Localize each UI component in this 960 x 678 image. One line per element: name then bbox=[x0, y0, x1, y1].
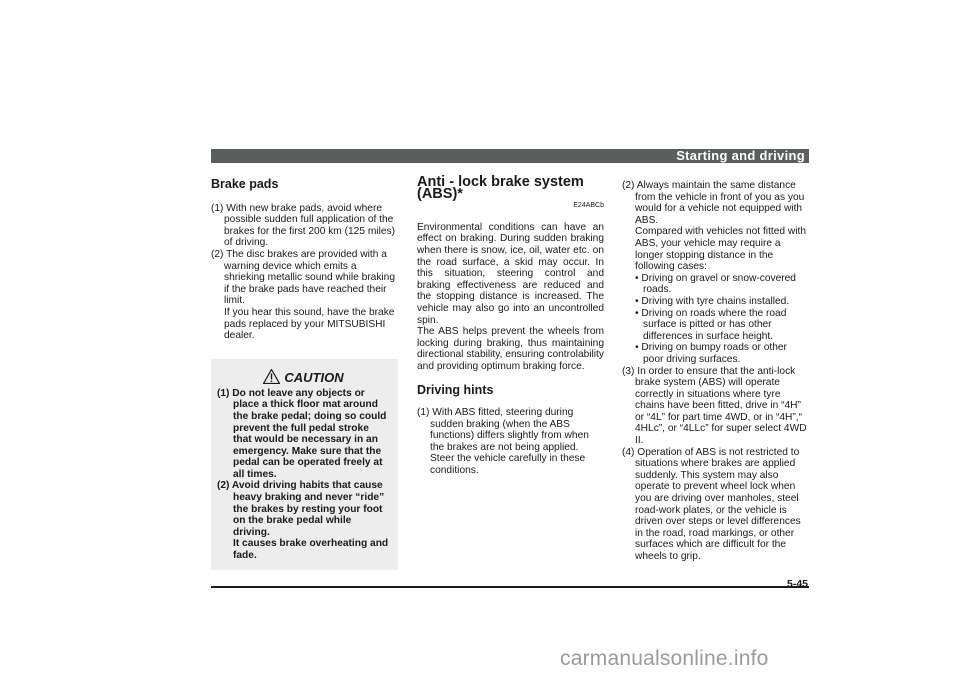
heading-driving-hints: Driving hints bbox=[417, 382, 494, 397]
column-abs bbox=[417, 174, 604, 477]
column-brake-pads bbox=[211, 177, 398, 570]
column-abs-continued bbox=[622, 180, 810, 563]
list-item-continuation: If you hear this sound, have the brake pads replaced by your MITSUBISHI dealer. bbox=[224, 306, 395, 342]
list-item: (1) With new brake pads, avoid where possible sudden full application of the brakes for the first 200 km (125 miles) of driving. bbox=[211, 202, 395, 249]
warning-triangle-icon bbox=[263, 369, 280, 384]
list-item: (3) In order to ensure that the anti-lock brake system (ABS) will operate correctly in situations where tyre chains have been fitted, drive in “4H” or “4L” for part time 4WD, or in “4H”,“ 4HLc”, or “4LLc” for super select 4WD II. bbox=[622, 365, 807, 447]
section-header-bar bbox=[211, 149, 809, 163]
paragraph: Environmental conditions can have an effect on braking. During sudden braking when there is snow, ice, oil, water etc. on the road surface, a skid may occur. In this situation, steering control and braking effectiveness are reduced and the stopping distance is increased. The vehicle may also go into an uncontrolled spin. bbox=[417, 221, 604, 326]
caution-item: (2) Avoid driving habits that cause heavy braking and never “ride” the brakes by resting your foot on the brake pedal while driving. bbox=[217, 480, 385, 538]
list-item: (1) With ABS fitted, steering during sudden braking (when the ABS functions) differs slightly from when the brakes are not being applied. bbox=[417, 407, 589, 453]
heading-abs: Anti - lock brake system (ABS)* bbox=[417, 174, 584, 202]
bullet-item: • Driving with tyre chains installed. bbox=[635, 295, 790, 307]
list-item: (2) Always maintain the same distance from the vehicle in front of you as you would for a vehicle not equipped with ABS. bbox=[622, 180, 805, 226]
caution-title bbox=[217, 369, 390, 384]
bullet-item: • Driving on roads where the road surface is pitted or has other differences in surface height. bbox=[635, 307, 787, 342]
list-item-continuation: Steer the vehicle carefully in these conditions. bbox=[430, 453, 586, 477]
watermark: carmanualsonline.info bbox=[560, 647, 769, 670]
page-number: 5-45 bbox=[786, 578, 808, 590]
caution-item: (1) Do not leave any objects or place a thick floor mat around the brake pedal; doing so could prevent the full pedal stroke that would be necessary in an emergency. Make sure that the pedal can be operated freely at all times. bbox=[217, 387, 387, 480]
heading-brake-pads: Brake pads bbox=[211, 177, 279, 191]
section-title: Starting and driving bbox=[676, 148, 805, 163]
list-item: (4) Operation of ABS is not restricted to situations where brakes are applied suddenly. This system may also operate to prevent wheel lock when you are driving over manholes, steel road-work plates, or the vehicle is driven over steps or level differences in the road, road markings, or other surfaces which are difficult for the wheels to grip. bbox=[622, 446, 801, 562]
caution-item-continuation: It causes brake overheating and fade. bbox=[233, 538, 389, 562]
section-code: E24ABCb bbox=[573, 202, 604, 210]
footer-rule bbox=[211, 586, 809, 588]
list-item: (2) The disc brakes are provided with a warning device which emits a shrieking metallic sound while braking if the brake pads have reached their limit. bbox=[211, 248, 396, 307]
caution-box bbox=[211, 359, 398, 570]
list-item-continuation: Compared with vehicles not fitted with ABS, your vehicle may require a longer stopping distance in the following cases: bbox=[635, 226, 807, 273]
caution-label: CAUTION bbox=[284, 370, 344, 386]
paragraph: The ABS helps prevent the wheels from locking during braking, thus maintaining directional stability, ensuring controlability and providing optimum braking force. bbox=[417, 326, 604, 372]
bullet-item: • Driving on gravel or snow-covered roads. bbox=[635, 272, 796, 296]
bullet-item: • Driving on bumpy roads or other poor driving surfaces. bbox=[635, 342, 787, 365]
